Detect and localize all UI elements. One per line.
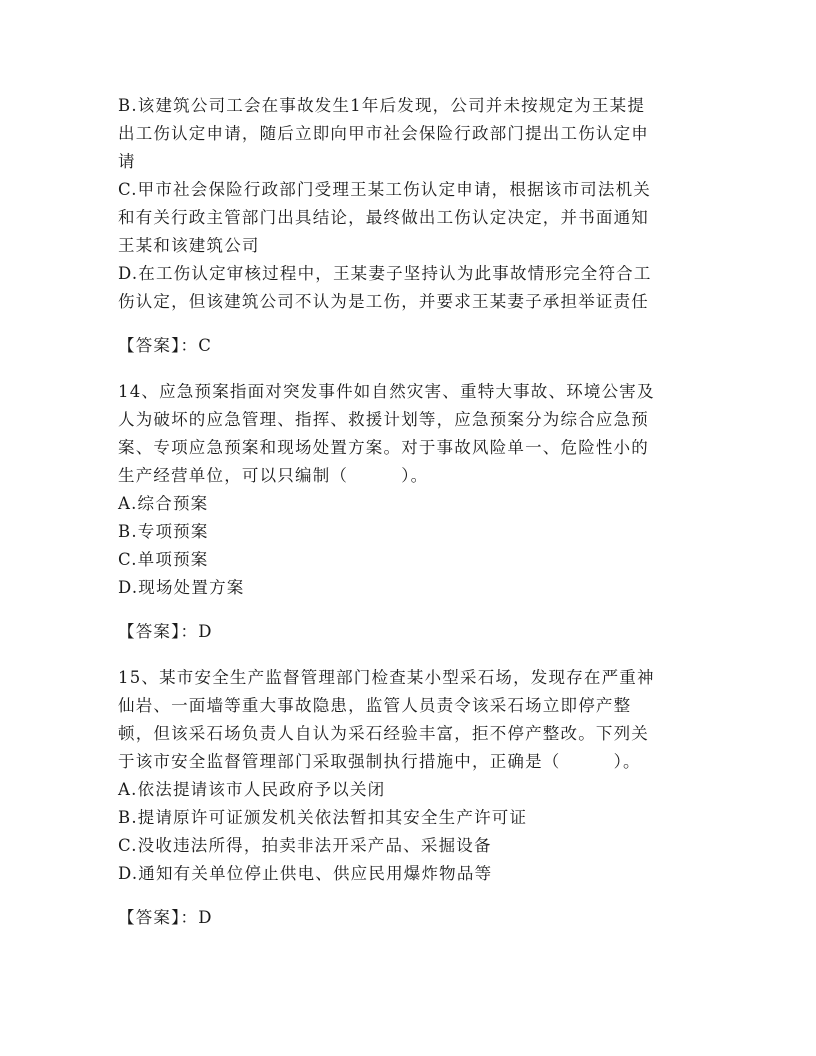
text-line: 王某和该建筑公司 — [118, 236, 260, 255]
q15-option-a: A.依法提请该市人民政府予以关闭 — [118, 780, 386, 799]
q14-stem — [118, 378, 703, 490]
q15-option-c: C.没收违法所得，拍卖非法开采产品、采掘设备 — [118, 836, 492, 855]
text-line: 仙岩、一面墙等重大事故隐患，监管人员责令该采石场立即停产整 — [118, 696, 632, 715]
q15-option-b: B.提请原许可证颁发机关依法暂扣其安全生产许可证 — [118, 808, 528, 827]
q13-answer: 【答案】：C — [118, 336, 213, 355]
text-line: 案、专项应急预案和现场处置方案。对于事故风险单一、危险性小的 — [118, 438, 649, 457]
q13-option-c — [118, 176, 703, 260]
page-content — [118, 92, 703, 932]
q14-option-c: C.单项预案 — [118, 550, 209, 569]
text-line: 于该市安全监督管理部门采取强制执行措施中，正确是（ ）。 — [118, 752, 641, 771]
text-line: 请 — [118, 152, 136, 171]
text-line: C.甲市社会保险行政部门受理王某工伤认定申请，根据该市司法机关 — [118, 180, 651, 199]
q13-option-b — [118, 92, 703, 176]
q14-answer: 【答案】：D — [118, 622, 213, 641]
text-line: 和有关行政主管部门出具结论，最终做出工伤认定决定，并书面通知 — [118, 208, 649, 227]
text-line: 伤认定，但该建筑公司不认为是工伤，并要求王某妻子承担举证责任 — [118, 292, 649, 311]
text-line: 顿，但该采石场负责人自认为采石经验丰富，拒不停产整改。下列关 — [118, 724, 649, 743]
text-line: D.在工伤认定审核过程中，王某妻子坚持认为此事故情形完全符合工 — [118, 264, 652, 283]
text-line: 生产经营单位，可以只编制（ ）。 — [118, 466, 429, 485]
q15-stem — [118, 664, 703, 776]
text-line: 14、应急预案指面对突发事件如自然灾害、重特大事故、环境公害及 — [118, 382, 655, 401]
text-line: B.该建筑公司工会在事故发生1年后发现，公司并未按规定为王某提 — [118, 96, 646, 115]
text-line: 15、某市安全生产监督管理部门检查某小型采石场，发现存在严重神 — [118, 668, 655, 687]
q14-option-b: B.专项预案 — [118, 522, 209, 541]
text-line: 人为破坏的应急管理、指挥、救援计划等，应急预案分为综合应急预 — [118, 410, 649, 429]
q14-options — [118, 490, 703, 602]
q14-option-d: D.现场处置方案 — [118, 578, 245, 597]
q15-option-d: D.通知有关单位停止供电、供应民用爆炸物品等 — [118, 864, 493, 883]
text-line: 出工伤认定申请，随后立即向甲市社会保险行政部门提出工伤认定申 — [118, 124, 649, 143]
q15-answer: 【答案】：D — [118, 908, 213, 927]
q15-options — [118, 776, 703, 888]
q13-option-d — [118, 260, 703, 316]
q14-option-a: A.综合预案 — [118, 494, 209, 513]
